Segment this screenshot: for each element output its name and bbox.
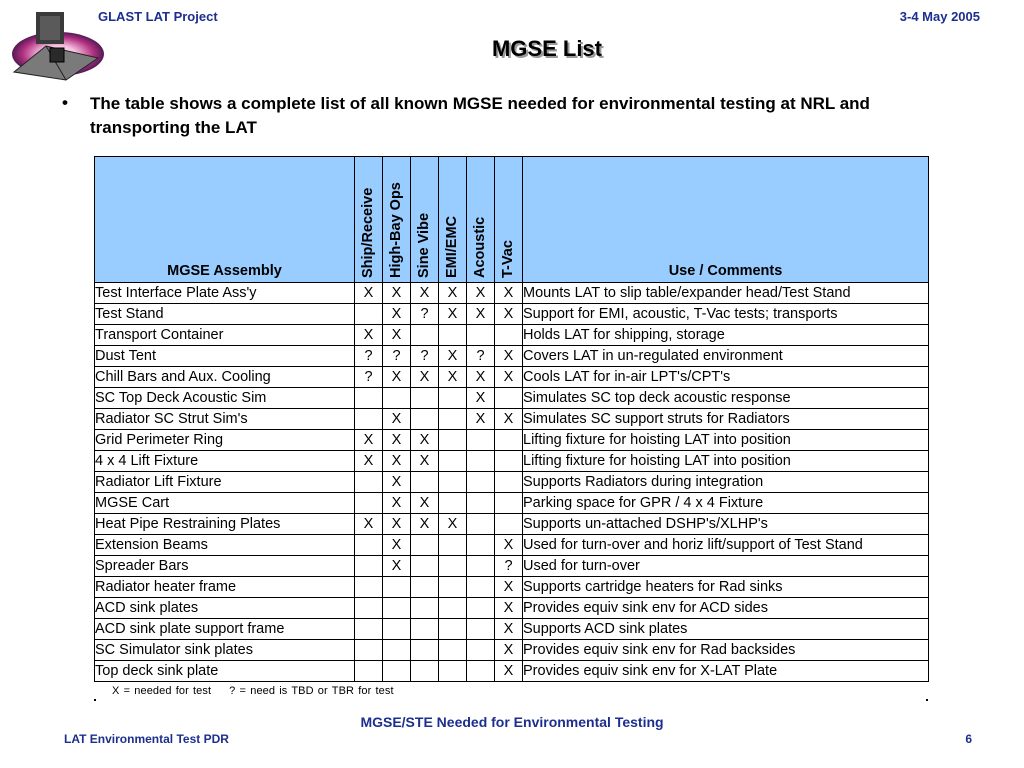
- cell-need-mark: X: [383, 535, 411, 556]
- cell-need-mark: [355, 577, 383, 598]
- table-row: [95, 304, 929, 325]
- cell-need-mark: X: [467, 409, 495, 430]
- table-row: [95, 409, 929, 430]
- cell-use-comment: Used for turn-over and horiz lift/support of Test Stand: [523, 535, 929, 556]
- table-row: [95, 535, 929, 556]
- cell-need-mark: X: [439, 367, 467, 388]
- cell-need-mark: [411, 640, 439, 661]
- cell-need-mark: [383, 598, 411, 619]
- cell-need-mark: [355, 598, 383, 619]
- cell-use-comment: Simulates SC top deck acoustic response: [523, 388, 929, 409]
- cell-need-mark: ?: [411, 346, 439, 367]
- table-header-row: [95, 157, 929, 283]
- cell-need-mark: X: [411, 283, 439, 304]
- cell-need-mark: X: [495, 661, 523, 682]
- cell-need-mark: [439, 493, 467, 514]
- cell-use-comment: Supports Radiators during integration: [523, 472, 929, 493]
- cell-need-mark: [495, 325, 523, 346]
- cell-need-mark: ?: [355, 346, 383, 367]
- cell-need-mark: X: [439, 283, 467, 304]
- cell-assembly-name: Test Stand: [95, 304, 355, 325]
- cell-need-mark: [355, 409, 383, 430]
- cell-need-mark: X: [355, 430, 383, 451]
- table-row: [95, 367, 929, 388]
- cell-use-comment: Mounts LAT to slip table/expander head/Test Stand: [523, 283, 929, 304]
- cell-assembly-name: Heat Pipe Restraining Plates: [95, 514, 355, 535]
- cell-assembly-name: Spreader Bars: [95, 556, 355, 577]
- mgse-table: [94, 156, 929, 682]
- cell-need-mark: [467, 556, 495, 577]
- cell-need-mark: [355, 556, 383, 577]
- cell-need-mark: [467, 535, 495, 556]
- header-t-vac: T-Vac: [495, 157, 523, 283]
- table-row: [95, 577, 929, 598]
- table-row: [95, 346, 929, 367]
- cell-need-mark: [439, 430, 467, 451]
- cell-need-mark: [439, 577, 467, 598]
- cell-need-mark: X: [383, 409, 411, 430]
- cell-need-mark: [383, 388, 411, 409]
- table-legend: [112, 685, 394, 697]
- cell-need-mark: X: [411, 451, 439, 472]
- cell-use-comment: Supports un-attached DSHP's/XLHP's: [523, 514, 929, 535]
- cell-need-mark: [467, 325, 495, 346]
- cell-need-mark: [495, 430, 523, 451]
- cell-need-mark: [411, 661, 439, 682]
- cell-need-mark: [467, 472, 495, 493]
- cell-use-comment: Supports ACD sink plates: [523, 619, 929, 640]
- cell-assembly-name: Radiator SC Strut Sim's: [95, 409, 355, 430]
- cell-need-mark: [411, 409, 439, 430]
- cell-use-comment: Parking space for GPR / 4 x 4 Fixture: [523, 493, 929, 514]
- cell-need-mark: X: [411, 493, 439, 514]
- cell-use-comment: Lifting fixture for hoisting LAT into position: [523, 451, 929, 472]
- cell-assembly-name: ACD sink plate support frame: [95, 619, 355, 640]
- corner-dot: [926, 699, 928, 701]
- cell-need-mark: X: [495, 304, 523, 325]
- cell-need-mark: [383, 577, 411, 598]
- cell-assembly-name: SC Simulator sink plates: [95, 640, 355, 661]
- cell-need-mark: [439, 598, 467, 619]
- cell-need-mark: [467, 493, 495, 514]
- cell-need-mark: [411, 388, 439, 409]
- cell-need-mark: [383, 619, 411, 640]
- table-row: [95, 661, 929, 682]
- meeting-date: 3-4 May 2005: [899, 9, 980, 24]
- cell-need-mark: [495, 514, 523, 535]
- table-row: [95, 514, 929, 535]
- cell-need-mark: X: [383, 325, 411, 346]
- cell-need-mark: X: [467, 304, 495, 325]
- cell-need-mark: X: [355, 514, 383, 535]
- cell-need-mark: [439, 661, 467, 682]
- cell-assembly-name: Dust Tent: [95, 346, 355, 367]
- cell-need-mark: X: [439, 346, 467, 367]
- cell-need-mark: [383, 640, 411, 661]
- project-label: GLAST LAT Project: [98, 9, 218, 24]
- cell-need-mark: [467, 640, 495, 661]
- cell-use-comment: Used for turn-over: [523, 556, 929, 577]
- cell-need-mark: [355, 493, 383, 514]
- cell-need-mark: [355, 661, 383, 682]
- cell-need-mark: X: [439, 514, 467, 535]
- cell-need-mark: [467, 661, 495, 682]
- cell-need-mark: X: [383, 283, 411, 304]
- cell-need-mark: X: [467, 388, 495, 409]
- cell-need-mark: X: [495, 409, 523, 430]
- cell-assembly-name: SC Top Deck Acoustic Sim: [95, 388, 355, 409]
- cell-use-comment: Cools LAT for in-air LPT's/CPT's: [523, 367, 929, 388]
- cell-need-mark: ?: [467, 346, 495, 367]
- cell-need-mark: [411, 556, 439, 577]
- cell-need-mark: [355, 640, 383, 661]
- cell-need-mark: X: [383, 514, 411, 535]
- cell-need-mark: X: [383, 367, 411, 388]
- cell-need-mark: [467, 451, 495, 472]
- cell-need-mark: [439, 325, 467, 346]
- cell-use-comment: Supports cartridge heaters for Rad sinks: [523, 577, 929, 598]
- cell-need-mark: X: [383, 451, 411, 472]
- cell-need-mark: [355, 472, 383, 493]
- cell-assembly-name: Test Interface Plate Ass'y: [95, 283, 355, 304]
- cell-assembly-name: Top deck sink plate: [95, 661, 355, 682]
- cell-need-mark: X: [355, 451, 383, 472]
- corner-dot: [94, 699, 96, 701]
- cell-use-comment: Covers LAT in un-regulated environment: [523, 346, 929, 367]
- cell-need-mark: [411, 598, 439, 619]
- table-row: [95, 493, 929, 514]
- cell-need-mark: [411, 577, 439, 598]
- cell-need-mark: [411, 472, 439, 493]
- cell-need-mark: [439, 451, 467, 472]
- footer-review-name: LAT Environmental Test PDR: [64, 732, 229, 746]
- cell-assembly-name: Extension Beams: [95, 535, 355, 556]
- table-row: [95, 619, 929, 640]
- table-row: [95, 283, 929, 304]
- cell-need-mark: X: [411, 430, 439, 451]
- cell-use-comment: Lifting fixture for hoisting LAT into position: [523, 430, 929, 451]
- cell-need-mark: X: [495, 619, 523, 640]
- cell-need-mark: [439, 388, 467, 409]
- cell-assembly-name: Chill Bars and Aux. Cooling: [95, 367, 355, 388]
- cell-need-mark: X: [383, 556, 411, 577]
- cell-need-mark: [495, 451, 523, 472]
- cell-need-mark: ?: [383, 346, 411, 367]
- cell-need-mark: [439, 409, 467, 430]
- cell-need-mark: X: [439, 304, 467, 325]
- table-row: [95, 598, 929, 619]
- cell-assembly-name: Grid Perimeter Ring: [95, 430, 355, 451]
- cell-need-mark: ?: [355, 367, 383, 388]
- table-row: [95, 556, 929, 577]
- cell-need-mark: X: [411, 367, 439, 388]
- cell-need-mark: X: [495, 346, 523, 367]
- cell-need-mark: [439, 640, 467, 661]
- cell-need-mark: X: [495, 598, 523, 619]
- cell-need-mark: ?: [411, 304, 439, 325]
- cell-use-comment: Provides equiv sink env for ACD sides: [523, 598, 929, 619]
- cell-need-mark: [467, 577, 495, 598]
- cell-need-mark: [439, 619, 467, 640]
- cell-assembly-name: Transport Container: [95, 325, 355, 346]
- cell-assembly-name: Radiator Lift Fixture: [95, 472, 355, 493]
- legend-x: X = needed for test: [112, 685, 212, 697]
- cell-use-comment: Provides equiv sink env for X-LAT Plate: [523, 661, 929, 682]
- cell-need-mark: X: [467, 283, 495, 304]
- cell-need-mark: [495, 388, 523, 409]
- cell-need-mark: X: [495, 367, 523, 388]
- cell-need-mark: ?: [495, 556, 523, 577]
- bullet-text: The table shows a complete list of all known MGSE needed for environmental testing at NRL and transporting the LAT: [90, 94, 870, 137]
- cell-assembly-name: 4 x 4 Lift Fixture: [95, 451, 355, 472]
- cell-need-mark: [439, 556, 467, 577]
- table-row: [95, 451, 929, 472]
- cell-need-mark: [383, 661, 411, 682]
- header-sine-vibe: Sine Vibe: [411, 157, 439, 283]
- footer-subtitle: MGSE/STE Needed for Environmental Testing: [360, 714, 664, 730]
- cell-need-mark: [467, 619, 495, 640]
- header-emi-emc: EMI/EMC: [439, 157, 467, 283]
- cell-need-mark: X: [495, 577, 523, 598]
- cell-need-mark: [467, 598, 495, 619]
- cell-need-mark: [411, 619, 439, 640]
- cell-need-mark: [355, 304, 383, 325]
- cell-use-comment: Simulates SC support struts for Radiators: [523, 409, 929, 430]
- slide-title: MGSE List: [491, 36, 602, 61]
- table-row: [95, 472, 929, 493]
- table-row: [95, 325, 929, 346]
- cell-need-mark: X: [355, 283, 383, 304]
- cell-need-mark: X: [383, 472, 411, 493]
- header-acoustic: Acoustic: [467, 157, 495, 283]
- cell-need-mark: X: [467, 367, 495, 388]
- cell-need-mark: [411, 535, 439, 556]
- cell-need-mark: X: [411, 514, 439, 535]
- cell-need-mark: X: [495, 640, 523, 661]
- cell-need-mark: X: [495, 535, 523, 556]
- cell-need-mark: [467, 430, 495, 451]
- header-use-comments: Use / Comments: [523, 157, 929, 283]
- cell-need-mark: X: [383, 304, 411, 325]
- cell-need-mark: [355, 619, 383, 640]
- cell-need-mark: [355, 388, 383, 409]
- header-mgse-assembly: MGSE Assembly: [95, 157, 355, 283]
- cell-need-mark: X: [383, 493, 411, 514]
- table-row: [95, 430, 929, 451]
- cell-need-mark: [411, 325, 439, 346]
- header-high-bay-ops: High-Bay Ops: [383, 157, 411, 283]
- cell-use-comment: Support for EMI, acoustic, T-Vac tests; transports: [523, 304, 929, 325]
- cell-assembly-name: ACD sink plates: [95, 598, 355, 619]
- cell-use-comment: Holds LAT for shipping, storage: [523, 325, 929, 346]
- cell-need-mark: [439, 472, 467, 493]
- table-row: [95, 388, 929, 409]
- legend-q: ? = need is TBD or TBR for test: [229, 685, 394, 697]
- cell-need-mark: [439, 535, 467, 556]
- header-ship-receive: Ship/Receive: [355, 157, 383, 283]
- cell-need-mark: [355, 535, 383, 556]
- cell-need-mark: [495, 472, 523, 493]
- page-number: 6: [965, 732, 972, 746]
- cell-need-mark: [495, 493, 523, 514]
- cell-need-mark: X: [355, 325, 383, 346]
- cell-assembly-name: Radiator heater frame: [95, 577, 355, 598]
- cell-need-mark: X: [383, 430, 411, 451]
- table-row: [95, 640, 929, 661]
- cell-need-mark: [467, 514, 495, 535]
- bullet-marker: •: [62, 93, 68, 112]
- cell-assembly-name: MGSE Cart: [95, 493, 355, 514]
- cell-use-comment: Provides equiv sink env for Rad backsides: [523, 640, 929, 661]
- cell-need-mark: X: [495, 283, 523, 304]
